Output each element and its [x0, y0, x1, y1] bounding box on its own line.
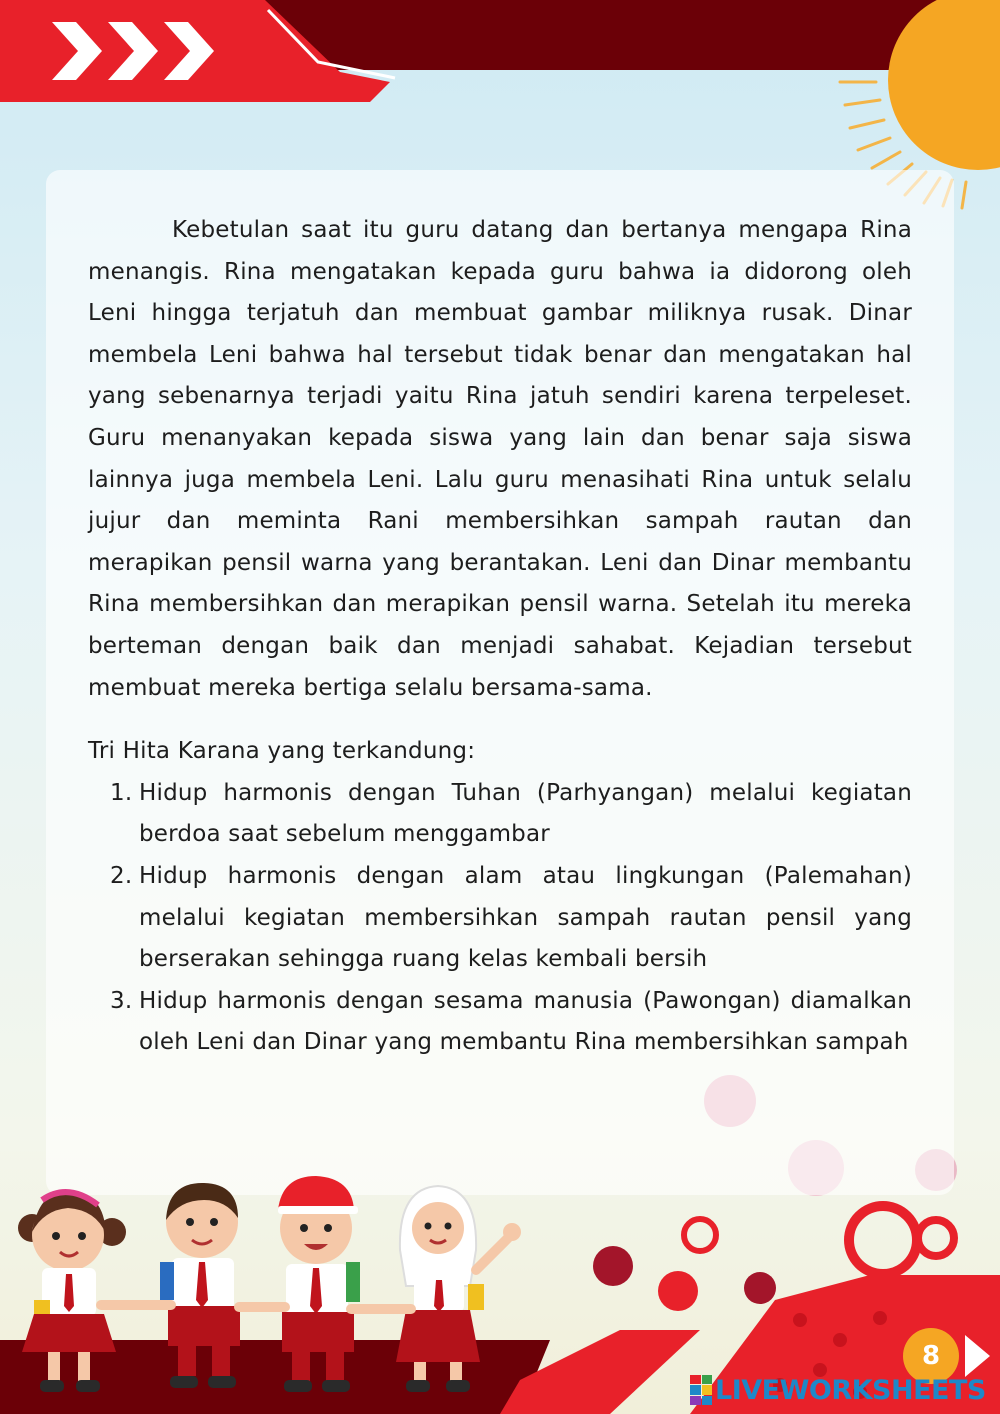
list-item-text: Hidup harmonis dengan alam atau lingkungan (Palemahan) melalui kegiatan membersihkan sampah rautan pensil yang berserakan sehingga ruang kelas kembali bersih: [139, 862, 912, 973]
child-boy-1: [160, 1183, 240, 1388]
child-boy-2: [278, 1176, 360, 1392]
list-item: [88, 856, 912, 981]
page-number-badge: 8: [903, 1328, 959, 1384]
list-item-text: Hidup harmonis dengan Tuhan (Parhyangan) melalui kegiatan berdoa saat sebelum menggambar: [139, 779, 912, 848]
liveworksheets-watermark: [690, 1372, 986, 1408]
child-girl-1: [18, 1192, 126, 1392]
list-item-number: 2.: [110, 862, 133, 889]
list-item-text: Hidup harmonis dengan sesama manusia (Pawongan) diamalkan oleh Leni dan Dinar yang membantu Rina membersihkan sampah: [139, 987, 912, 1056]
watermark-text: LIVEWORKSHEETS: [715, 1374, 986, 1406]
list-item: [88, 773, 912, 856]
liveworksheets-logo-icon: [690, 1375, 712, 1405]
list-item: [88, 981, 912, 1064]
list-item-number: 3.: [110, 987, 133, 1014]
page-content: [88, 210, 912, 1064]
child-girl-2: [396, 1186, 521, 1392]
list-item-number: 1.: [110, 779, 133, 806]
values-heading: Tri Hita Karana yang terkandung:: [88, 738, 476, 765]
values-list: [88, 773, 912, 1064]
story-paragraph: Kebetulan saat itu guru datang dan bertanya mengapa Rina menangis. Rina mengatakan kepada guru bahwa ia didorong oleh Leni hingga terjatuh dan membuat gambar miliknya rusak. Dinar membela Leni bahwa hal tersebut tidak benar dan mengatakan hal yang sebenarnya terjadi yaitu Rina jatuh sendiri karena terpeleset. Guru menanyakan kepada siswa yang lain dan benar saja siswa lainnya juga membela Leni. Lalu guru menasihati Rina untuk selalu jujur dan meminta Rani membersihkan sampah rautan dan merapikan pensil warna yang berantakan. Leni dan Dinar membantu Rina membersihkan dan merapikan pensil warna. Setelah itu mereka berteman dengan baik dan menjadi sahabat. Kejadian tersebut membuat mereka bertiga selalu bersama-sama.: [88, 217, 912, 701]
